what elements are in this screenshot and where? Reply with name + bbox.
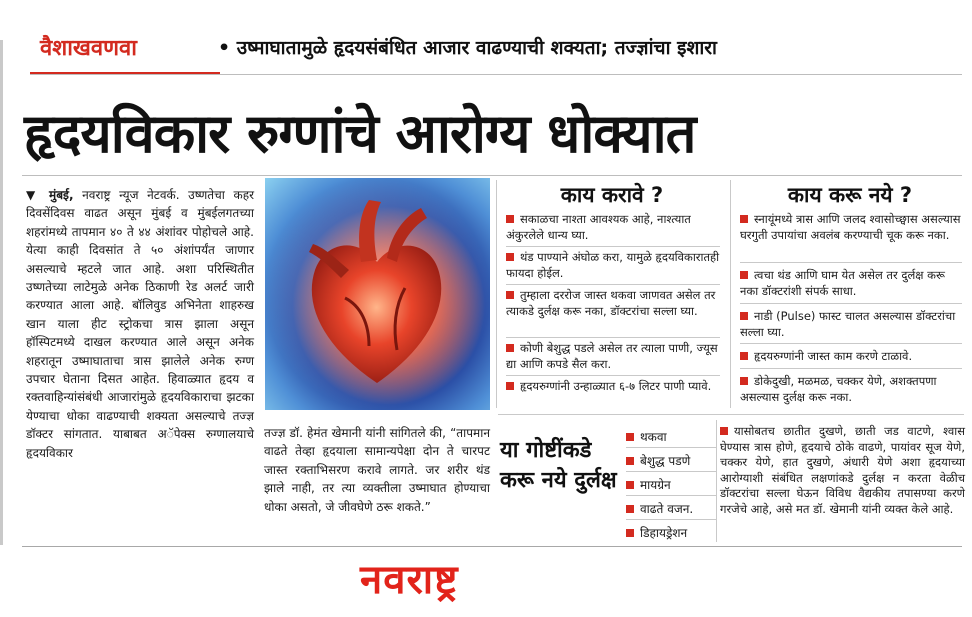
list-item: स्नायूंमध्ये त्रास आणि जलद श्वासोच्छ्वास असल्यास घरगुती उपायांचा अवलंब करण्याची चूक करू नका.: [740, 212, 961, 242]
column-divider: [496, 180, 497, 408]
list-item: कोणी बेशुद्ध पडले असेल तर त्याला पाणी, ज्यूस द्या आणि कपडे सैल करा.: [506, 341, 718, 371]
main-headline: हृदयविकार रुग्णांचे आरोग्य धोक्यात: [24, 102, 696, 165]
anatomical-heart-illustration: [265, 178, 490, 410]
list-divider: [626, 495, 716, 496]
masthead-logo: नवराष्ट्र: [360, 557, 459, 603]
list-divider: [740, 262, 962, 263]
red-square-bullet-icon: [626, 433, 634, 441]
box-divider: [716, 420, 717, 542]
list-divider: [506, 284, 720, 285]
column-divider: [730, 180, 731, 408]
list-divider: [506, 246, 720, 247]
list-item: तुम्हाला दररोज जास्त थकवा जाणवत असेल तर त्याकडे दुर्लक्ष करू नका, डॉक्टरांचा सल्ला घ्या.: [506, 288, 716, 318]
article-continuation: तज्ज्ञ डॉ. हेमंत खेमानी यांनी सांगितले की, “तापमान वाढते तेव्हा हृदयाला सामान्यपेक्षा दोन ते चारपट जास्त रक्ताभिसरण करावे लागते. जर शरीर थंड झाले नाही, तर त्या व्यक्तीला उष्माघात होण्याचा धोका असतो, जे जीवघेणे ठरू शकते.”: [264, 426, 490, 514]
red-square-bullet-icon: [740, 312, 748, 320]
list-divider: [740, 303, 962, 304]
list-item: डोकेदुखी, मळमळ, चक्कर येणे, अशक्तपणा असल्यास दुर्लक्ष करू नका.: [740, 374, 937, 404]
list-item: सकाळचा नाश्ता आवश्यक आहे, नाश्त्यात अंकुरलेले धान्य घ्या.: [506, 212, 691, 242]
list-item: हृदयरुग्णांनी जास्त काम करणे टाळावे.: [740, 349, 962, 365]
page-edge-rule: [0, 40, 3, 545]
list-divider: [626, 447, 716, 448]
red-square-bullet-icon: [740, 352, 748, 360]
bottom-divider: [22, 546, 962, 547]
list-item: हृदयरुग्णांनी उन्हाळ्यात ६-७ लिटर पाणी प्यावे.: [506, 379, 720, 395]
red-square-bullet-icon: [506, 344, 514, 352]
red-square-bullet-icon: [626, 481, 634, 489]
red-square-bullet-icon: [720, 427, 728, 435]
headline-divider: [22, 175, 962, 176]
red-square-bullet-icon: [626, 505, 634, 513]
box-top-divider: [498, 414, 964, 415]
article-dateline: ▼ मुंबई,: [26, 188, 74, 202]
red-square-bullet-icon: [506, 215, 514, 223]
list-item: डिहायड्रेशन: [626, 524, 687, 541]
red-square-bullet-icon: [626, 457, 634, 465]
red-square-bullet-icon: [506, 382, 514, 390]
subheadline: • उष्माघातामुळे हृदयसंबंधित आजार वाढण्याची शक्यता; तज्ज्ञांचा इशारा: [218, 37, 717, 59]
red-square-bullet-icon: [740, 215, 748, 223]
article-body: [26, 186, 254, 462]
list-item: थंड पाण्याने अंघोळ करा, यामुळे हृदयविकारातही फायदा होईल.: [506, 250, 720, 280]
list-divider: [740, 368, 962, 369]
donts-title: काय करू नये ?: [787, 183, 913, 207]
dos-title: काय करावे ?: [560, 183, 664, 207]
list-item: मायग्रेन: [626, 476, 671, 493]
list-item: वाढते वजन.: [626, 500, 693, 517]
list-item: नाडी (Pulse) फास्ट चालत असल्यास डॉक्टरांचा सल्ला घ्या.: [740, 309, 956, 339]
list-item: थकवा: [626, 428, 667, 445]
list-divider: [626, 519, 716, 520]
red-square-bullet-icon: [506, 291, 514, 299]
red-square-bullet-icon: [740, 377, 748, 385]
heart-photo: [265, 178, 490, 410]
list-item: बेशुद्ध पडणे: [626, 452, 690, 469]
list-divider: [626, 471, 716, 472]
red-square-bullet-icon: [740, 271, 748, 279]
ignore-box-title: या गोष्टींकडे करू नये दुर्लक्ष: [500, 438, 617, 493]
top-divider: [30, 74, 962, 75]
list-item: त्वचा थंड आणि घाम येत असेल तर दुर्लक्ष करू नका डॉक्टरांशी संपर्क साधा.: [740, 268, 945, 298]
ignore-box-note: यासोबतच छातीत दुखणे, छाती जड वाटणे, श्वास घेण्यास त्रास होणे, हृदयाचे ठोके वाढणे, पायांवर सूज येणे, चक्कर येणे, हात दुखणे, अंधारी येणे अशा हृदयाच्या आरोग्याशी संबंधित लक्षणांकडे दुर्लक्ष न करता वेळीच डॉक्टरांचा सल्ला घेऊन विविध वैद्यकीय तपासण्या करणे गरजेचे आहे, असे मत डॉ. खेमानी यांनी व्यक्त केले आहे.: [720, 424, 965, 516]
red-square-bullet-icon: [506, 253, 514, 261]
article-body-text: नवराष्ट्र न्यूज नेटवर्क. उष्णतेचा कहर दिवसेंदिवस वाढत असून मुंबई व मुंबईलगतच्या शहरांमध्ये तापमान ४० ते ४४ अंशांवर पोहोचले आहे. येत्या काही दिवसांत ते ५० अंशांपर्यंत जाणार असल्याचे म्हटले जात आहे. अशा परिस्थितीत उष्णतेच्या लाटेमुळे अनेक ठिकाणी रेड अलर्ट जारी करण्यात आला आहे. बॉलिवुड अभिनेता शाहरुख खान याला हीट स्ट्रोकचा त्रास झाला असून हॉस्पिटमध्ये दाखल करण्यात आले असून अनेक शहरातून उष्माघाताचा त्रास झालेले अनेक रुग्ण उपचार घेताना दिसत आहेत. हिवाळ्यात हृदय व रक्तवाहिन्यांसंबंधी आजारांमुळे हृदयविकाराचा झटका येण्याचा धोका वाढण्याची शक्यता असल्याचे तज्ज्ञ डॉक्टर सांगतात. याबाबत अॅपेक्स रुग्णालयाचे हृदयविकार: [26, 188, 254, 460]
list-divider: [740, 343, 962, 344]
list-divider: [506, 337, 720, 338]
list-divider: [506, 375, 720, 376]
red-square-bullet-icon: [626, 529, 634, 537]
section-label: वैशाखवणवा: [40, 36, 137, 61]
